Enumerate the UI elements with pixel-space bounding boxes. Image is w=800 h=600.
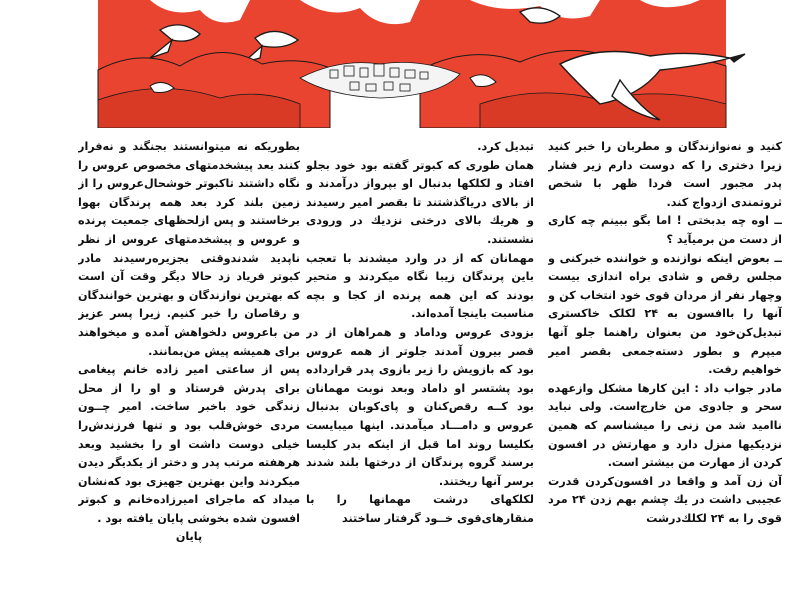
- paragraph: ــ اوه چه بدبختی ! اما بگو ببینم چه کاری از دست من برمیآید ؟: [548, 214, 782, 246]
- end-mark: پایان: [175, 530, 203, 544]
- paragraph: تبدیل کرد.: [477, 140, 534, 153]
- paragraph: بطوریکه نه میتوانستند بجنگند و نه‌فرار کنند بعد پیشخدمتهای مخصوص عروس را نگاه داشتند تاکبوتر خوشحال‌عروس را از زمین بلند کرد بعد همه پرندگان بهوا برخاستند و پس ازلحظهای جمعیت پرنده و عروس و پیشخدمتهای عروس از نظر ناپدید شدندوقتی بجزیره‌رسیدند مادر کبوتر فریاد زد حالا دیگر وقت آن است که بهترین نوازندگان و بهترین خوانندگان و رقاصان را خبر کنیم. زیرا پسر عزیز من باعروس دلخواهش آمده و میخواهند برای همیشه پیش من‌بمانند.: [78, 140, 300, 358]
- paragraph: همان طوری که کبوتر گفته بود خود بجلو افتاد و لکلکها بدنبال او بپرواز درآمدند و از بالای دریاگذشتند تا بقصر امیر رسیدند و هریك بالای درختی نزدیك در ورودی نشستند.: [306, 158, 534, 246]
- paragraph: ــ بعوض اینکه نوازنده و خواننده خبرکنی و مجلس رقص و شادی براه اندازی بیست وچهار نفر از مردان قوی خود انتخاب کن و آنها را باافسون به ۲۴ لکلک خاکستری تبدیل‌کن‌خود من بعنوان راهنما جلو آنها میپرم و بطور دسته‌جمعی بقصر امیر خواهیم رفت.: [548, 251, 782, 377]
- paragraph: پس از ساعتی امیر زاده خانم پیغامی برای پدرش فرستاد و او را از محل زندگی خود باخبر ساخت. امیر چــون مردی خوش‌قلب بود و تنها فرزندش‌را خیلی دوست داشت او را بخشید وبعد هرهفته مرتب پدر و دختر از یکدیگر دیدن میکردند واین بهترین جهیزی بود که‌نشان میداد که ماجرای امیرزاده‌خانم و کبوتر افسون شده بخوشی پایان یافته بود .: [78, 363, 300, 525]
- paragraph: مهمانان که از در وارد میشدند با تعجب باین پرندگان زیبا نگاه میکردند و متحیر بودند که این همه پرنده از کجا و بچه مناسبت باینجا آمده‌اند.: [306, 251, 534, 321]
- paragraph: لکلکهای درشت مهمانها را با منقارهای‌قوی خــود گرفتار ساختند: [306, 493, 534, 525]
- text-column-middle: [306, 138, 534, 593]
- header-illustration: [0, 0, 800, 128]
- text-column-left: [78, 138, 300, 593]
- paragraph: کنید و نه‌نوازندگان و مطربان را خبر کنید زیرا دختری را که دوست دارم زیر فشار پدر مجبور است فردا ظهر با شخص ثروتمندی ازدواج کند.: [548, 140, 782, 209]
- paragraph: آن زن آمد و واقعا در افسون‌کردن قدرت عجیبی داشت در یك چشم بهم زدن ۲۴ مرد قوی را به ۲۴ لکلك‌درشت: [548, 474, 782, 525]
- paragraph: بزودی عروس وداماد و همراهان از در قصر بیرون آمدند جلوتر از همه عروس بود که بازویش را زیر بازوی پدر قرارداده بود پشتسر او داماد وبعد نوبت مهمانان بود کــه رقص‌کنان و پای‌کوبان بدنبال عروس و دامـــاد میآمدند. اینها میبایست بکلیسا روند اما قبل از اینکه بدر کلیسا برسند گروه پرندگان از درختها بلند شدند برسر آنها ریختند.: [306, 325, 534, 488]
- paragraph: مادر جواب داد : این کارها مشکل وازعهده سحر و جادوی من خارج‌است. ولی نباید ناامید شد من زنی را میشناسم که همین نزدیکیها منزل دارد و مهارتش در افسون کردن از مهارت من بیشتر است.: [548, 381, 782, 470]
- text-column-right: [548, 138, 782, 593]
